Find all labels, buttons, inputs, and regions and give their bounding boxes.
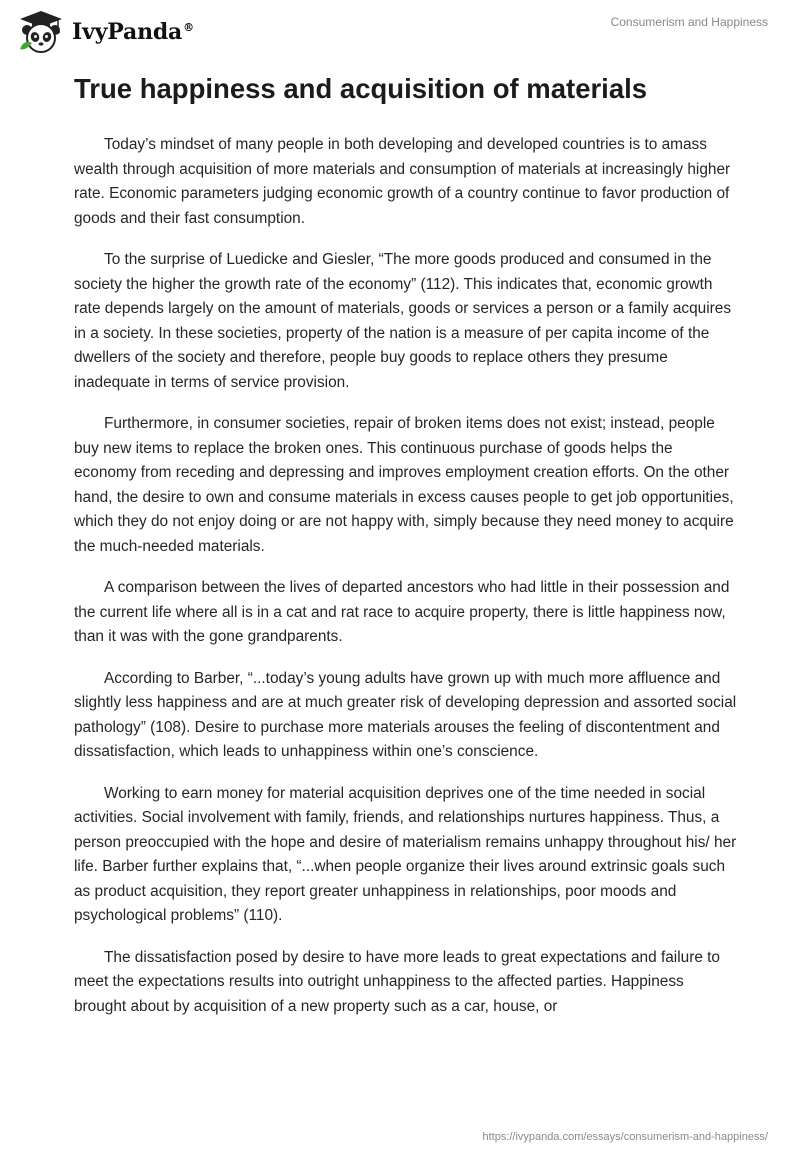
paragraph-6: Working to earn money for material acquisition deprives one of the time needed in social activities. Social involvement with family, friends, and relationships nurtures happiness. Thus, a person preoccupied with the hope and desire of materialism remains unhappy throughout his/ her life. Barber further explains that, “...when people organize their lives around extrinsic goals such as product acquisition, they report greater unhappiness in relationships, poor moods and psychological problems” (110). [74,784,737,924]
paragraph-5: According to Barber, “...today’s young adults have grown up with much more affluence and slightly less happiness and are at much greater risk of developing depression and assorted social pathology” (108). Desire to purchase more materials arouses the feeling of discontentment and dissatisfaction, which leads to unhappiness within one’s conscience. [74,669,737,760]
paragraph-1: Today’s mindset of many people in both developing and developed countries is to amass wealth through acquisition of more materials and consumption of materials at increasingly higher rate. Economic parameters judging economic growth of a country continue to favor production of goods and their fast consumption. [74,136,731,227]
site-logo[interactable] [18,7,194,57]
paragraph-2: To the surprise of Luedicke and Giesler, “The more goods produced and consumed in the society the higher the growth rate of the economy” (112). This indicates that, economic growth rate depends largely on the amount of materials, goods or services a person or a family acquires in a society. In these societies, property of the nation is a measure of per capita income of the dwellers of the society and therefore, people buy goods to replace others they presume inadequate in terms of service provision. [74,251,732,391]
registered-mark: ® [183,20,194,34]
paragraph-3: Furthermore, in consumer societies, repair of broken items does not exist; instead, people buy new items to replace the broken ones. This continuous purchase of goods helps the economy from receding and depressing and improves employment creation efforts. On the other hand, the desire to own and consume materials in excess causes people to get job opportunities, which they do not enjoy doing or are not happy with, simply because they need money to acquire the much-needed materials. [74,415,734,555]
document-header-title: Consumerism and Happiness [610,15,768,29]
brand-name: IvyPanda® [72,19,194,45]
source-url[interactable]: https://ivypanda.com/essays/consumerism-and-happiness/ [482,1131,768,1143]
paragraph-7: The dissatisfaction posed by desire to have more leads to great expectations and failure to meet the expectations results into outright unhappiness to the affected parties. Happiness brought about by acquisition of a new property such as a car, house, or [74,948,720,1015]
paragraph-4: A comparison between the lives of departed ancestors who had little in their possession and the current life where all is in a cat and rat race to acquire property, there is little happiness now, than it was with the gone grandparents. [74,579,730,645]
panda-graduate-icon [18,9,64,55]
article-body [74,133,738,1036]
page-title: True happiness and acquisition of materials [74,73,648,104]
